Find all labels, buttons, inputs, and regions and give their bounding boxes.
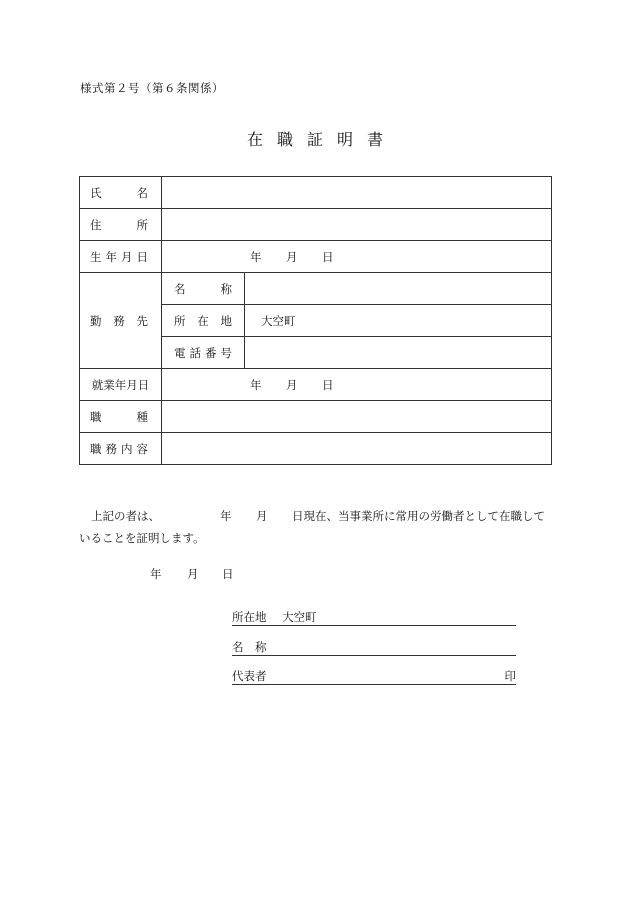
name-field[interactable] [162, 177, 552, 209]
duties-label: 職 務 内 容 [80, 433, 162, 465]
workplace-location-field[interactable]: 大空町 [245, 305, 552, 337]
table-row-workplace-name [80, 273, 552, 305]
signature-name[interactable]: 名 称 [232, 639, 516, 656]
birthdate-field[interactable]: 年 月 日 [162, 241, 552, 273]
occupation-field[interactable] [162, 401, 552, 433]
signature-location[interactable]: 所在地 大空町 [232, 609, 516, 626]
seal-mark: 印 [504, 669, 516, 683]
document-title: 在職証明書 [246, 130, 397, 149]
birthdate-label: 生 年 月 日 [80, 241, 162, 273]
occupation-label: 職 種 [80, 401, 162, 433]
workplace-location-label: 所 在 地 [162, 305, 245, 337]
issue-date-year: 年 [150, 567, 162, 581]
table-row-duties [80, 433, 552, 465]
table-row-address [80, 209, 552, 241]
duties-field[interactable] [162, 433, 552, 465]
form-number: 様式第２号（第６条関係） [80, 81, 224, 95]
signature-representative[interactable]: 代表者 印 [232, 669, 516, 683]
issue-date-month: 月 [187, 567, 199, 581]
employment-date-field[interactable]: 年 月 日 [162, 369, 552, 401]
table-row-name [80, 177, 552, 209]
workplace-name-label: 名 称 [162, 273, 245, 305]
table-row-birthdate [80, 241, 552, 273]
workplace-phone-label: 電 話 番 号 [162, 337, 245, 369]
issue-date-day: 日 [222, 567, 234, 581]
workplace-phone-field[interactable] [245, 337, 552, 369]
table-row-occupation [80, 401, 552, 433]
certificate-table [79, 176, 552, 465]
workplace-label: 勤 務 先 [80, 273, 162, 369]
certification-statement: 上記の者は、 年 月 日現在、当事業所に常用の労働者として在職して いることを証明します。 [79, 509, 545, 545]
workplace-name-field[interactable] [245, 273, 552, 305]
address-field[interactable] [162, 209, 552, 241]
name-label: 氏 名 [80, 177, 162, 209]
employment-date-label: 就業年月日 [80, 369, 162, 401]
address-label: 住 所 [80, 209, 162, 241]
table-row-employment-date [80, 369, 552, 401]
